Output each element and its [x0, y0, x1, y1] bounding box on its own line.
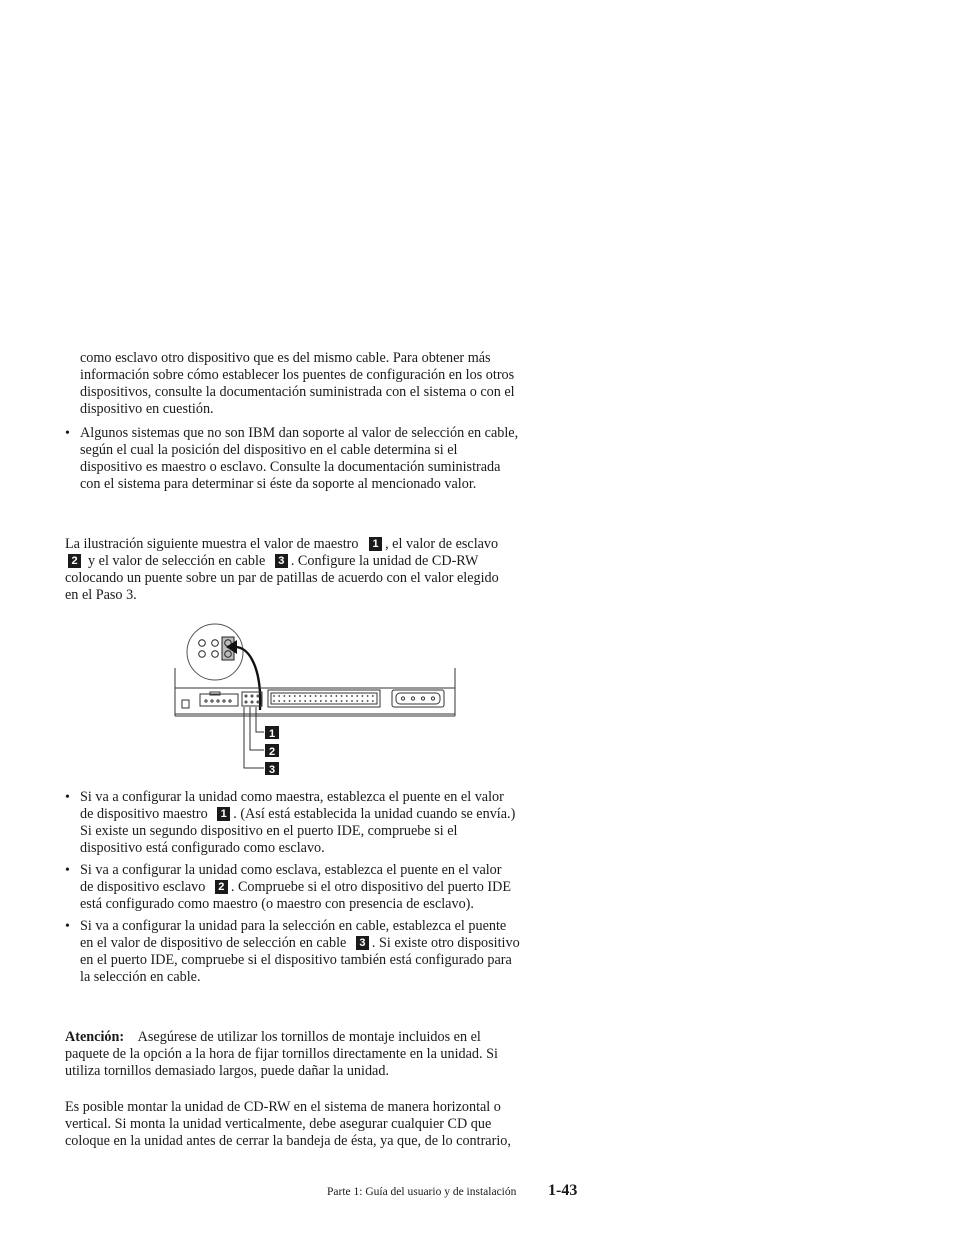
- footer-text: Parte 1: Guía del usuario y de instalación: [327, 1186, 517, 1198]
- text-line: coloque en la unidad antes de cerrar la bandeja de ésta, ya que, de lo contrario,: [65, 1133, 511, 1149]
- callout-badge-1: 1: [217, 807, 230, 821]
- text-line: [65, 1029, 481, 1046]
- ide-pin: [346, 695, 348, 697]
- text-line: la selección en cable.: [80, 969, 201, 985]
- small-square: [182, 700, 189, 708]
- text-line: utiliza tornillos demasiado largos, puede dañar la unidad.: [65, 1063, 389, 1079]
- ide-pin: [330, 700, 332, 702]
- ide-pin: [330, 695, 332, 697]
- diagram-label-3: 3: [268, 764, 276, 776]
- ide-pin: [372, 695, 374, 697]
- text-line: está configurado como maestro (o maestro con presencia de esclavo).: [80, 896, 474, 912]
- text-line: [65, 536, 498, 553]
- callout-badge-3: 3: [275, 554, 288, 568]
- ide-pin: [341, 695, 343, 697]
- text-line: Si va a configurar la unidad para la selección en cable, establezca el puente: [80, 918, 507, 934]
- text-line: Si va a configurar la unidad como esclava, establezca el puente en el valor: [80, 862, 502, 878]
- leader-line: [250, 707, 264, 750]
- ide-pin: [315, 695, 317, 697]
- attention-label: Atención:: [65, 1029, 125, 1045]
- ide-pin: [341, 700, 343, 702]
- ide-pin: [320, 700, 322, 702]
- text-line: Algunos sistemas que no son IBM dan soporte al valor de selección en cable,: [80, 425, 519, 441]
- ide-pin: [284, 695, 286, 697]
- ide-pin: [273, 700, 275, 702]
- bullet-marker: •: [65, 863, 70, 878]
- callout-badge-3: 3: [356, 936, 369, 950]
- text-line: en el Paso 3.: [65, 587, 137, 603]
- text-line: [65, 553, 478, 570]
- ide-pin: [346, 700, 348, 702]
- ide-pin: [315, 700, 317, 702]
- ide-pin: [304, 695, 306, 697]
- text-span: de dispositivo esclavo: [80, 879, 206, 895]
- ide-pin: [289, 700, 291, 702]
- callout-badge-1: 1: [369, 537, 382, 551]
- diagram-label-2: 2: [268, 746, 276, 758]
- text-line: paquete de la opción a la hora de fijar tornillos directamente en la unidad. Si: [65, 1046, 498, 1062]
- ide-pin: [336, 695, 338, 697]
- text-line: [80, 806, 515, 823]
- pin: [212, 651, 219, 658]
- ide-pin: [351, 695, 353, 697]
- text-line: Si va a configurar la unidad como maestra, establezca el puente en el valor: [80, 789, 504, 805]
- ide-pin: [304, 700, 306, 702]
- text-line: dispositivos, consulte la documentación suministrada con el sistema o con el: [80, 384, 515, 400]
- text-span: . Configure la unidad de CD-RW: [290, 553, 479, 569]
- text-span: de dispositivo maestro: [80, 806, 208, 822]
- ide-pin: [325, 700, 327, 702]
- ide-pin: [356, 700, 358, 702]
- text-line: vertical. Si monta la unidad verticalmente, debe asegurar cualquier CD que: [65, 1116, 492, 1132]
- text-line: como esclavo otro dispositivo que es del mismo cable. Para obtener más: [80, 350, 491, 366]
- callout-badge-2: 2: [68, 554, 81, 568]
- text-line: con el sistema para determinar si éste da soporte al mencionado valor.: [80, 476, 477, 492]
- bullet-marker: •: [65, 790, 70, 805]
- ide-pin: [336, 700, 338, 702]
- ide-pin: [294, 700, 296, 702]
- text-line: dispositivo está configurado como esclavo.: [80, 840, 325, 856]
- diagram-label-1: 1: [268, 728, 276, 740]
- bullet-marker: •: [65, 919, 70, 934]
- ide-pin: [278, 695, 280, 697]
- text-line: colocando un puente sobre un par de patillas de acuerdo con el valor elegido: [65, 570, 499, 586]
- bullet-marker: •: [65, 426, 70, 441]
- page-number: 1-43: [548, 1182, 578, 1199]
- text-line: información sobre cómo establecer los puentes de configuración en los otros: [80, 367, 515, 383]
- text-span: La ilustración siguiente muestra el valor de maestro: [65, 536, 359, 552]
- ide-pin: [310, 695, 312, 697]
- text-line: [80, 879, 511, 896]
- leader-line: [256, 707, 264, 732]
- text-line: Si existe un segundo dispositivo en el puerto IDE, compruebe si el: [80, 823, 458, 839]
- text-span: en el valor de dispositivo de selección en cable: [80, 935, 347, 951]
- ide-pin: [284, 700, 286, 702]
- ide-pin: [278, 700, 280, 702]
- callout-badge-2: 2: [215, 880, 228, 894]
- text-line: Es posible montar la unidad de CD-RW en el sistema de manera horizontal o: [65, 1099, 501, 1115]
- ide-pin: [299, 695, 301, 697]
- ide-pin: [351, 700, 353, 702]
- ide-pin: [356, 695, 358, 697]
- text-span: , el valor de esclavo: [385, 536, 499, 552]
- ide-pin: [299, 700, 301, 702]
- text-span: . Si existe otro dispositivo: [371, 935, 520, 951]
- ide-pin: [362, 695, 364, 697]
- pin: [212, 640, 219, 647]
- text-span: y el valor de selección en cable: [88, 553, 266, 569]
- jumper-illustration: [170, 610, 465, 780]
- ide-pin: [289, 695, 291, 697]
- ide-pin: [372, 700, 374, 702]
- ide-pin: [362, 700, 364, 702]
- ide-pin: [320, 695, 322, 697]
- text-line: dispositivo en cuestión.: [80, 401, 214, 417]
- text-line: [80, 935, 520, 952]
- ide-pin: [310, 700, 312, 702]
- ide-pin: [325, 695, 327, 697]
- text-line: según el cual la posición del dispositivo en el cable determina si el: [80, 442, 458, 458]
- text-span: Asegúrese de utilizar los tornillos de montaje incluidos en el: [137, 1029, 481, 1045]
- ide-pin: [294, 695, 296, 697]
- ide-pin: [273, 695, 275, 697]
- text-span: . Compruebe si el otro dispositivo del puerto IDE: [230, 879, 512, 895]
- pin: [225, 651, 232, 658]
- text-line: en el puerto IDE, compruebe si el dispositivo también está configurado para: [80, 952, 512, 968]
- pin: [199, 651, 206, 658]
- ide-pin: [367, 695, 369, 697]
- ide-pin: [367, 700, 369, 702]
- pin: [199, 640, 206, 647]
- text-line: dispositivo es maestro o esclavo. Consulte la documentación suministrada: [80, 459, 501, 475]
- text-span: . (Así está establecida la unidad cuando se envía.): [233, 806, 516, 822]
